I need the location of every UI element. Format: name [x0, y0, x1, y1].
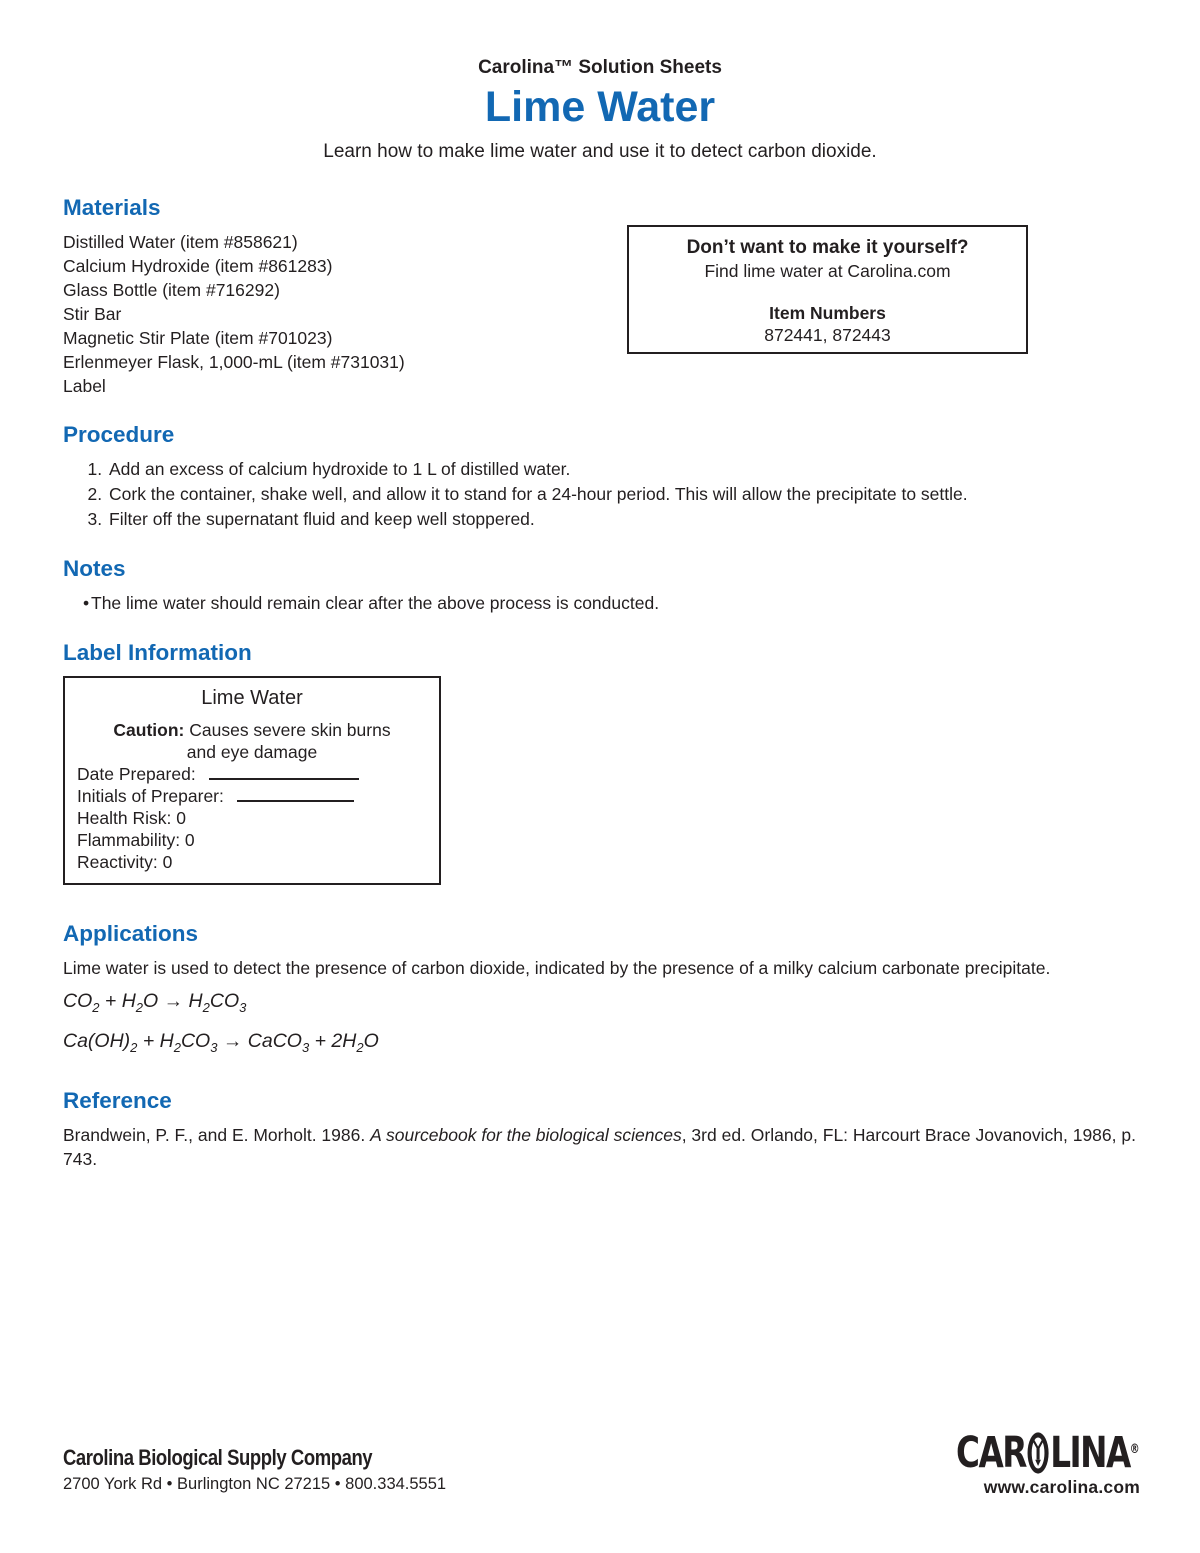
footer-logo-block	[898, 1428, 1140, 1498]
bullet-icon: •	[83, 593, 90, 613]
date-prepared-label: Date Prepared:	[77, 764, 196, 784]
item-numbers-label: Item Numbers	[769, 303, 886, 323]
procedure-list	[63, 457, 1137, 532]
notes-list	[63, 591, 1137, 616]
chemical-equation-2: $Ca(OH)_2 + H_2CO_3$ → CaCO$_3$ + $2H_2O$	[63, 1029, 379, 1055]
reference-text-end: , 3rd ed. Orlando, FL: Harcourt Brace Jovanovich, 1986, p. 743.	[63, 1124, 1136, 1169]
material-item: Stir Bar	[63, 304, 122, 324]
caution-text-line2: and eye damage	[186, 742, 318, 762]
label-title: Lime Water	[201, 687, 303, 709]
registered-trademark-icon: ®	[1130, 1442, 1140, 1457]
page-title: Lime Water	[484, 83, 716, 131]
reference-text-start: Brandwein, P. F., and E. Morholt. 1986.	[63, 1124, 371, 1145]
reactivity-row: Reactivity: 0	[77, 852, 173, 872]
notes-heading: Notes	[63, 556, 126, 581]
initials-label: Initials of Preparer:	[77, 786, 224, 806]
reference-book-title: A sourcebook for the biological sciences	[370, 1124, 682, 1145]
product-label-box	[63, 676, 441, 885]
carolina-logo-mantis-o-icon	[1027, 1432, 1050, 1474]
applications-paragraph: Lime water is used to detect the presence of carbon dioxide, indicated by the presence of a milky calcium carbonate precipitate.	[63, 958, 1051, 978]
label-caution	[77, 719, 427, 741]
material-item: Erlenmeyer Flask, 1,000-mL (item #731031)	[63, 352, 405, 372]
flammability-row: Flammability: 0	[77, 830, 195, 850]
document-footer	[63, 1428, 1140, 1498]
procedure-heading: Procedure	[63, 422, 175, 447]
date-prepared-row	[77, 763, 427, 785]
item-numbers-value: 872441, 872443	[764, 325, 891, 345]
footer-company-block	[63, 1432, 446, 1494]
logo-text-prefix: CAR	[956, 1428, 1027, 1478]
series-title: Carolina™ Solution Sheets	[478, 57, 722, 78]
reference-section	[0, 1088, 1200, 1171]
page-subtitle: Learn how to make lime water and use it to detect carbon dioxide.	[323, 141, 877, 162]
order-box-subtitle: Find lime water at Carolina.com	[704, 261, 951, 281]
procedure-step: 2. Cork the container, shake well, and allow it to stand for a 24-hour period. This will allow the precipitate to settle.	[107, 482, 1137, 507]
note-text: The lime water should remain clear after the above process is conducted.	[91, 593, 660, 613]
notes-section	[0, 556, 1200, 616]
company-address: 2700 York Rd • Burlington NC 27215 • 800.334.5551	[63, 1475, 447, 1493]
applications-section	[0, 921, 1200, 1060]
material-item: Distilled Water (item #858621)	[63, 232, 298, 252]
order-callout-box	[627, 225, 1028, 354]
initials-blank	[237, 787, 354, 802]
logo-text-suffix: LINA	[1050, 1428, 1131, 1478]
order-box-spacer	[639, 282, 1016, 302]
label-information-section	[0, 640, 1200, 885]
order-box-title: Don’t want to make it yourself?	[686, 237, 969, 258]
label-information-heading: Label Information	[63, 640, 252, 665]
reference-heading: Reference	[63, 1087, 172, 1113]
reference-citation	[63, 1123, 1137, 1171]
material-item: Label	[63, 376, 106, 396]
procedure-step: 3. Filter off the supernatant fluid and keep well stoppered.	[107, 507, 1137, 532]
material-item: Magnetic Stir Plate (item #701023)	[63, 328, 333, 348]
caution-text-line1: Causes severe skin burns	[189, 720, 391, 740]
material-item: Glass Bottle (item #716292)	[63, 280, 280, 300]
materials-heading: Materials	[63, 195, 161, 220]
initials-row	[77, 785, 427, 807]
company-name: Carolina Biological Supply Company	[63, 1445, 373, 1470]
note-item	[63, 591, 1137, 616]
health-risk-row: Health Risk: 0	[77, 808, 186, 828]
date-prepared-blank	[209, 765, 359, 780]
applications-heading: Applications	[63, 921, 199, 946]
website-url: www.carolina.com	[983, 1477, 1140, 1497]
document-header	[0, 0, 1200, 163]
carolina-logo	[956, 1428, 1140, 1478]
material-item: Calcium Hydroxide (item #861283)	[63, 256, 333, 276]
procedure-step: 1. Add an excess of calcium hydroxide to 1 L of distilled water.	[107, 457, 1137, 482]
chemical-equation-1: $CO_2 + H_2O \to H_2CO_3$	[63, 990, 247, 1015]
procedure-section	[0, 422, 1200, 532]
caution-label: Caution:	[113, 720, 185, 740]
